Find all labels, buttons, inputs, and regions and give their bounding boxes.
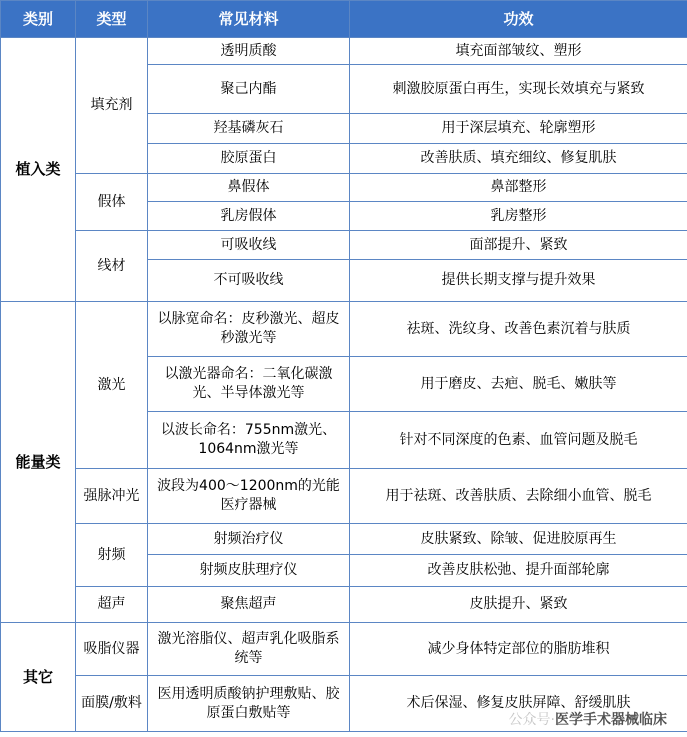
- type-cell: 填充剂: [76, 38, 148, 174]
- header-row: [1, 1, 687, 38]
- material-cell: 波段为400～1200nm的光能医疗器械: [148, 469, 350, 524]
- material-cell: 羟基磷灰石: [148, 114, 350, 144]
- header-type: 类型: [76, 1, 148, 38]
- type-cell: 激光: [76, 302, 148, 469]
- table-row: [1, 587, 687, 623]
- effect-cell: 祛斑、洗纹身、改善色素沉着与肤质: [350, 302, 687, 357]
- material-cell: 胶原蛋白: [148, 144, 350, 174]
- category-cell: 其它: [1, 623, 76, 732]
- type-cell: 射频: [76, 524, 148, 587]
- material-cell: 不可吸收线: [148, 260, 350, 302]
- type-cell: 假体: [76, 174, 148, 231]
- effect-cell: 改善肤质、填充细纹、修复肌肤: [350, 144, 687, 174]
- watermark: 公众号·医学手术器械临床: [508, 712, 667, 728]
- effect-cell: 皮肤提升、紧致: [350, 587, 687, 623]
- material-cell: 可吸收线: [148, 231, 350, 260]
- material-cell: 以波长命名：755nm激光、1064nm激光等: [148, 412, 350, 469]
- material-cell: 射频治疗仪: [148, 524, 350, 555]
- material-cell: 聚己内酯: [148, 65, 350, 114]
- table-row: [1, 524, 687, 555]
- effect-cell: 改善皮肤松弛、提升面部轮廓: [350, 555, 687, 587]
- watermark-prefix: 公众号: [508, 712, 551, 728]
- effect-cell: 鼻部整形: [350, 174, 687, 202]
- effect-cell: 减少身体特定部位的脂肪堆积: [350, 623, 687, 676]
- table-row: [1, 38, 687, 65]
- header-effect: 功效: [350, 1, 687, 38]
- table-row: [1, 623, 687, 676]
- table-row: [1, 676, 687, 732]
- material-cell: 医用透明质酸钠护理敷贴、胶原蛋白敷贴等: [148, 676, 350, 732]
- material-cell: 透明质酸: [148, 38, 350, 65]
- watermark-brand: 医学手术器械临床: [555, 712, 667, 728]
- effect-cell: 术后保湿、修复皮肤屏障、舒缓肌肤: [350, 676, 687, 732]
- effect-cell: 填充面部皱纹、塑形: [350, 38, 687, 65]
- effect-cell: 乳房整形: [350, 202, 687, 231]
- table-row: [1, 231, 687, 260]
- type-cell: 强脉冲光: [76, 469, 148, 524]
- header-category: 类别: [1, 1, 76, 38]
- material-cell: 聚焦超声: [148, 587, 350, 623]
- type-cell: 面膜/敷料: [76, 676, 148, 732]
- material-cell: 以激光器命名：二氧化碳激光、半导体激光等: [148, 357, 350, 412]
- category-cell: 植入类: [1, 38, 76, 302]
- material-cell: 激光溶脂仪、超声乳化吸脂系统等: [148, 623, 350, 676]
- type-cell: 吸脂仪器: [76, 623, 148, 676]
- effect-cell: 皮肤紧致、除皱、促进胶原再生: [350, 524, 687, 555]
- effect-cell: 刺激胶原蛋白再生，实现长效填充与紧致: [350, 65, 687, 114]
- effect-cell: 针对不同深度的色素、血管问题及脱毛: [350, 412, 687, 469]
- category-cell: 能量类: [1, 302, 76, 623]
- header-material: 常见材料: [148, 1, 350, 38]
- type-cell: 线材: [76, 231, 148, 302]
- effect-cell: 用于深层填充、轮廓塑形: [350, 114, 687, 144]
- material-cell: 鼻假体: [148, 174, 350, 202]
- effect-cell: 用于祛斑、改善肤质、去除细小血管、脱毛: [350, 469, 687, 524]
- effect-cell: 面部提升、紧致: [350, 231, 687, 260]
- effect-cell: 用于磨皮、去疤、脱毛、嫩肤等: [350, 357, 687, 412]
- type-cell: 超声: [76, 587, 148, 623]
- material-cell: 乳房假体: [148, 202, 350, 231]
- material-cell: 以脉宽命名：皮秒激光、超皮秒激光等: [148, 302, 350, 357]
- table-row: [1, 469, 687, 524]
- effect-cell: 提供长期支撑与提升效果: [350, 260, 687, 302]
- table-row: [1, 174, 687, 202]
- material-cell: 射频皮肤理疗仪: [148, 555, 350, 587]
- table-row: [1, 302, 687, 357]
